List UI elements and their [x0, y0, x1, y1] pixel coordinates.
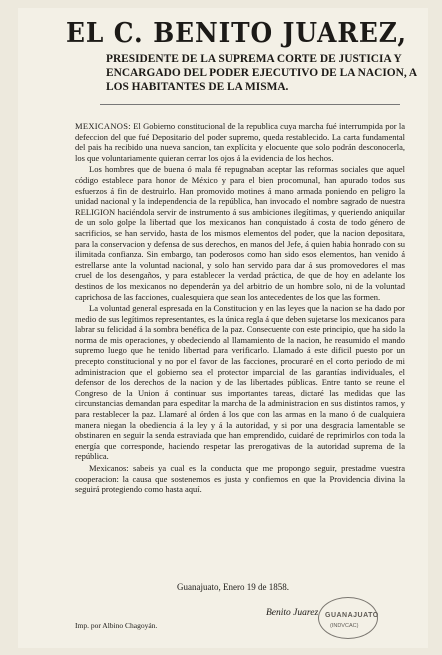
body-paragraph	[75, 121, 405, 163]
subtitle-line: PRESIDENTE DE LA SUPREMA CORTE DE JUSTICIA Y	[106, 53, 402, 65]
body-paragraph: La voluntad general espresada en la Constitucion y en las leyes que la nacion se ha dado por medio de sus legítimos representantes, es la única regla á que deben sujetarse los mexicanos para labrar su felicidad á la sombra benéfica de la paz. Consecuente con este principio, que ha sido la norma de mis operaciones, y obedeciendo al llamamiento de la nacion, he reasumido el mando supremo luego que he tenido libertad para verificarlo. Llamado á este dificil puesto por un precepto constitucional y no por el favor de las facciones, procuraré en el corto periodo de mi administracion que el gobierno sea el protector imparcial de las garantías individuales, el defensor de los derechos de la nacion y de las libertades públicas. Entre tanto se reune el Congreso de la Union á continuar sus importantes tareas, dictaré las medidas que las circunstancias demandan para espeditar la marcha de la administracion en sus distintos ramos, y para restablecer la paz. Llamaré al órden á los que con las armas en la mano ó de cualquiera manera niegan la obediencia á la ley y á la autoridad, y si por una desgracia lamentable se obstinaren en seguir la senda estraviada que han emprendido, cuidaré de reprimirlos con toda la energía que corresponde, haciendo respetar las prerogativas de la autoridad suprema de la república.	[75, 303, 405, 462]
archive-stamp	[318, 597, 378, 639]
decree-subtitle	[106, 52, 418, 95]
title-divider	[100, 104, 400, 105]
subtitle-line: LOS HABITANTES DE LA MISMA.	[106, 81, 289, 94]
paragraph-text: El Gobierno constitucional de la republica cuya marcha fué interrumpida por la defeccion del que fué Depositario del poder supremo, queda restablecido. La carta fundamental del pais ha recibido una nueva sancion, tan explícita y elocuente que solo podrán desconocerla, los que voluntariamente quieran cerrar los ojos á la evidencia de los hechos.	[75, 121, 405, 163]
salutation: MEXICANOS:	[75, 121, 131, 131]
decree-body	[75, 121, 405, 495]
body-paragraph: Mexicanos: sabeis ya cual es la conducta que me propongo seguir, prestadme vuestra cooperacion: la causa que sostenemos es justa y confiemos en que la Providencia divina la seguirá protegiendo como hasta aquí.	[75, 463, 405, 495]
date-line: Guanajuato, Enero 19 de 1858.	[177, 582, 289, 592]
stamp-subtext: (INDVCAC)	[330, 623, 359, 629]
body-paragraph: Los hombres que de buena ó mala fé repugnaban aceptar las reformas sociales que aquel código establece para honor de México y para el bien procomunal, han apurado todos sus esfuerzos á fin de destruirlo. Han promovido motines á mano armada poniendo en peligro la unidad nacional y la independencia de la república, han invocado el nombre sagrado de nuestra RELIGION haciéndola servir de instrumento á sus ambiciones ilegítimas, y queriendo aniquilar de un solo golpe la libertad que los mexicanos han conquistado á costa de todo género de sacrificios, se han servido, hasta de los mismos elementos del poder, que la nacion depositara, para la conservacion y defensa de sus derechos, en manos del Jefe, á quien habia honrado con su ilimitada confianza. Sin embargo, tan poderosos como han sido esos elementos, han venido á estrellarse ante la voluntad nacional, y solo han servido para dar á sus promovedores el mas cruel de los desengaños, y para establecer la verdad práctica, de que de hoy en adelante los destinos de los mexicanos no dependerán ya del arbitrio de un hombre solo, ni de la voluntad caprichosa de las facciones, cualesquiera que sean los antecedentes de los que las formen.	[75, 164, 405, 302]
signature: Benito Juarez	[266, 608, 319, 618]
stamp-text: GUANAJUATO	[325, 612, 379, 619]
decree-sheet	[18, 8, 428, 648]
decree-title: EL C. BENITO JUAREZ,	[66, 18, 407, 49]
printer-imprint: Imp. por Albino Chagoyán.	[75, 621, 158, 630]
subtitle-line: ENCARGADO DEL PODER EJECUTIVO DE LA NACION, A	[106, 67, 418, 80]
